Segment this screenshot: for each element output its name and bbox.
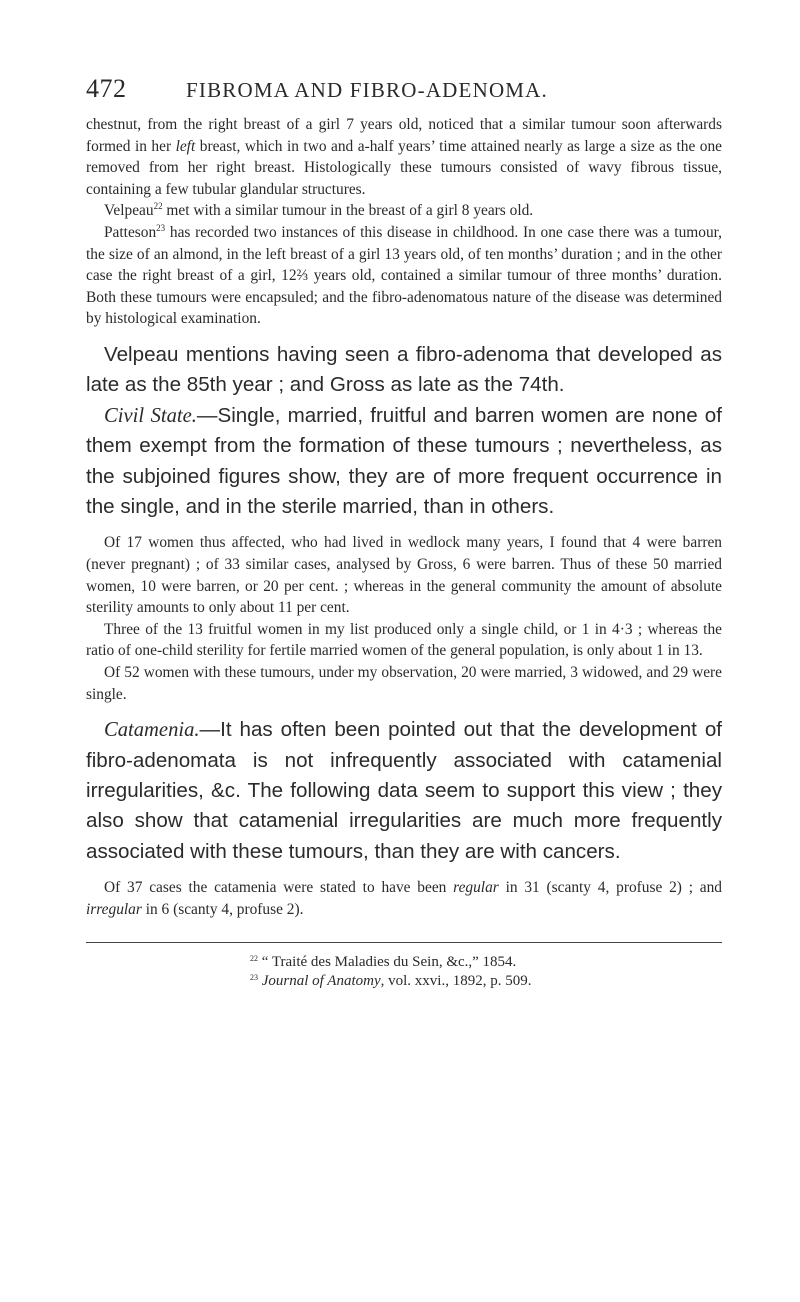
footnotes — [86, 953, 722, 991]
body-large-upper — [86, 340, 722, 522]
body-small-middle — [86, 532, 722, 705]
footnote-ref-22: 22 — [153, 201, 163, 212]
paragraph-fruitful: Three of the 13 fruitful women in my list produced only a single child, or 1 in 4·3 ; whereas the ratio of one-child sterility for fertile married women of the general population, is only about 1 in 13. — [86, 620, 722, 660]
paragraph-late-age: Velpeau mentions having seen a fibro-adenoma that developed as late as the 85th year ; and Gross as late as the 74th. — [86, 342, 722, 397]
footnote-22: $^{22}$ “ Traité des Maladies du Sein, &c.,” 1854. — [250, 954, 517, 971]
paragraph-wedlock: Of 17 women thus affected, who had lived in wedlock many years, I found that 4 were barren (never pregnant) ; of 33 similar cases, analysed by Gross, 6 were barren. Thus of these 50 married women, 10 were barren, or 20 per cent. ; whereas in the general community the amount of absolute sterility amounts to only about 11 per cent. — [86, 534, 722, 617]
paragraph-velpeau-case: Velpeau$^{22}$ met with a similar tumour in the breast of a girl 8 years old. — [104, 201, 534, 220]
paragraph-civil-state: Civil State.—Single, married, fruitful and barren women are none of them exempt from the formation of these tumours ; nevertheless, as the subjoined figures show, they are of more frequent occurrence in the single, and in the sterile married, than in others. — [86, 403, 722, 518]
paragraph-patteson: Patteson$^{23}$ has recorded two instances of this disease in childhood. In one case there was a tumour, the size of an almond, in the left breast of a girl 13 years old, of ten months’ duration ; and in the other case the right breast of a girl, 12⅔ years old, contained a similar tumour of three months’ duration. Both these tumours were encapsuled; and the fibro-adenomatous nature of the disease was determined by histological examination. — [86, 222, 722, 328]
book-page — [86, 70, 722, 991]
paragraph-catamenia-data: Of 37 cases the catamenia were stated to have been regular in 31 (scanty 4, profuse 2) ; and irregular in 6 (scanty 4, profuse 2). — [86, 879, 723, 918]
footnote-ref-23: 23 — [156, 222, 166, 233]
body-small-lower — [86, 877, 722, 920]
body-small-upper — [86, 114, 722, 330]
paragraph-observation: Of 52 women with these tumours, under my observation, 20 were married, 3 widowed, and 29 were single. — [86, 663, 722, 703]
page-number: 472 — [86, 74, 127, 103]
section-heading-civil-state: Civil State. — [104, 404, 197, 427]
section-heading-catamenia: Catamenia. — [104, 719, 200, 742]
footnote-divider — [86, 942, 722, 943]
footnote-23: $^{23}$ Journal of Anatomy, vol. xxvi., 1892, p. 509. — [250, 973, 532, 990]
running-title: FIBROMA AND FIBRO-ADENOMA. — [186, 78, 548, 102]
running-head — [86, 70, 722, 110]
paragraph-catamenia: Catamenia.—It has often been pointed out that the development of fibro-adenomata is not infrequently associated with catamenial irregularities, &c. The following data seem to support this view ; they also show that catamenial irregularities are much more frequently associated with these tumours, than they are with cancers. — [86, 718, 722, 863]
body-large-lower — [86, 715, 722, 867]
paragraph-chestnut: chestnut, from the right breast of a girl 7 years old, noticed that a similar tumour soon afterwards formed in her left breast, which in two and a-half years’ time attained nearly as large a size as the one removed from her right breast. Histologically these tumours consisted of wavy fibrous tissue, containing a few tubular glandular structures. — [86, 116, 723, 198]
